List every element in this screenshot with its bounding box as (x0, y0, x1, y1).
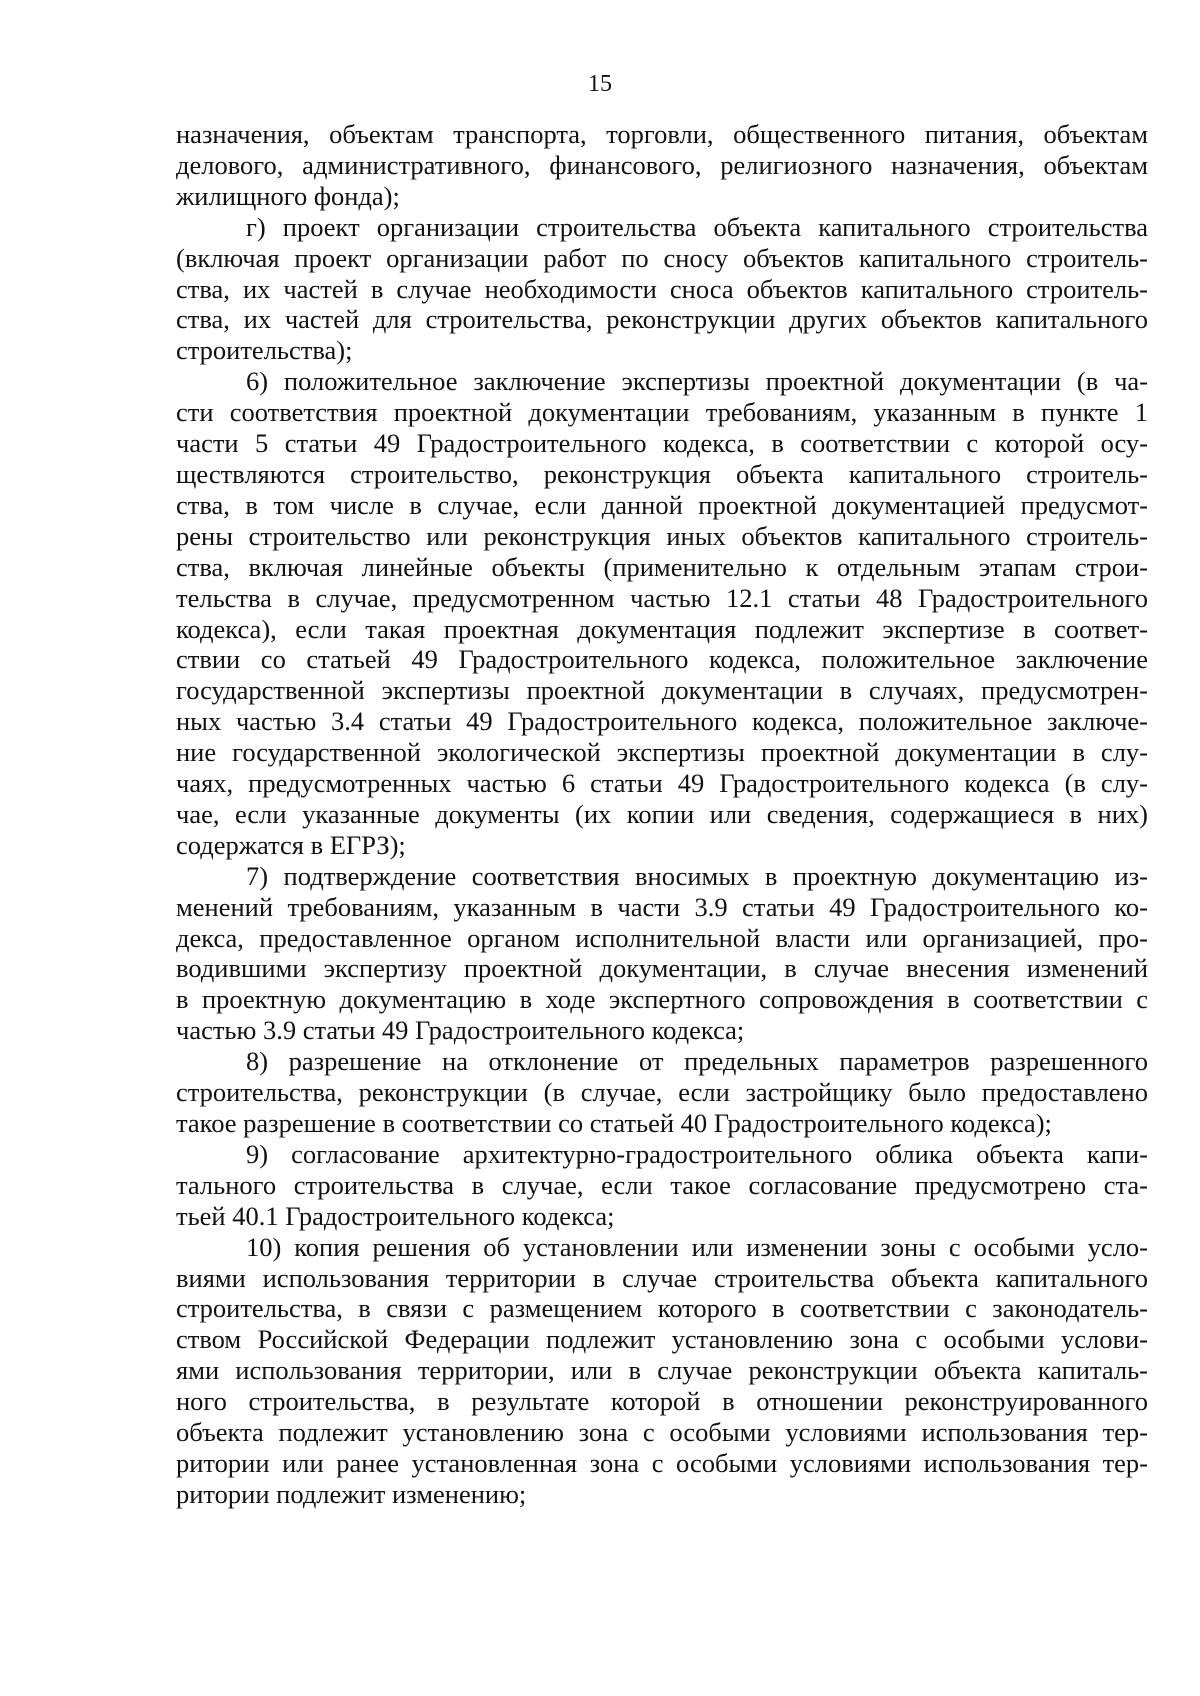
text-line: ствии со статьей 49 Градостроительного кодекса, положительное заключение (176, 644, 1148, 675)
text-line: ства, их частей в случае необходимости сноса объектов капитального строитель- (176, 273, 1148, 304)
text-line: ства, их частей для строительства, реконструкции других объектов капитального (176, 304, 1148, 335)
text-line: чае, если указанные документы (их копии или сведения, содержащиеся в них) (176, 798, 1148, 829)
text-line: строительства); (176, 335, 353, 366)
text-line: государственной экспертизы проектной документации в случаях, предусмотрен- (176, 675, 1148, 706)
paragraph-item-8 (176, 1046, 1148, 1139)
text-line: ных частью 3.4 статьи 49 Градостроительного кодекса, положительное заключе- (176, 706, 1148, 737)
text-line: частью 3.9 статьи 49 Градостроительного кодекса; (176, 1015, 745, 1046)
text-line: ного строительства, в результате которой в отношении реконструированного (176, 1386, 1148, 1417)
text-line: такое разрешение в соответствии со статьей 40 Градостроительного кодекса); (176, 1108, 1052, 1138)
text-line: г) проект организации строительства объекта капитального строительства (246, 211, 1148, 242)
text-line: ства, включая линейные объекты (применительно к отдельным этапам строи- (176, 551, 1148, 582)
text-line: ства, в том числе в случае, если данной проектной документацией предусмот- (176, 489, 1148, 520)
text-line: 9) согласование архитектурно-градостроительного облика объекта капи- (246, 1138, 1148, 1169)
text-line: ществляются строительство, реконструкция объекта капитального строитель- (176, 458, 1148, 489)
text-line: содержатся в ЕГРЗ); (176, 829, 406, 860)
page-number: 15 (588, 71, 612, 97)
text-line: жилищного фонда); (176, 180, 400, 211)
text-line: (включая проект организации работ по сносу объектов капитального строитель- (176, 242, 1148, 273)
text-line: ритории подлежит изменению; (176, 1478, 527, 1509)
text-line: сти соответствия проектной документации требованиям, указанным в пункте 1 (176, 397, 1148, 428)
text-line: тьей 40.1 Градостроительного кодекса; (176, 1200, 615, 1231)
text-line: менений требованиям, указанным в части 3.9 статьи 49 Градостроительного ко- (176, 891, 1148, 922)
text-line: 8) разрешение на отклонение от предельных параметров разрешенного (246, 1046, 1148, 1077)
text-line: водившими экспертизу проектной документации, в случае внесения изменений (176, 953, 1148, 984)
text-line: рены строительство или реконструкция иных объектов капитального строитель- (176, 520, 1148, 551)
text-line: 10) копия решения об установлении или изменении зоны с особыми усло- (246, 1231, 1148, 1262)
text-line: ством Российской Федерации подлежит установлению зона с особыми услови- (176, 1324, 1148, 1355)
text-line: 7) подтверждение соответствия вносимых в проектную документацию из- (246, 860, 1148, 891)
text-line: тального строительства в случае, если такое согласование предусмотрено ста- (176, 1169, 1148, 1200)
text-line: делового, административного, финансового, религиозного назначения, объектам (176, 149, 1148, 180)
paragraph-item-9 (176, 1139, 1148, 1232)
text-line: тельства в случае, предусмотренном частью 12.1 статьи 48 Градостроительного (176, 582, 1148, 613)
paragraph-intro (176, 119, 1148, 212)
text-line: части 5 статьи 49 Градостроительного кодекса, в соответствии с которой осу- (176, 428, 1148, 459)
text-line: виями использования территории в случае строительства объекта капитального (176, 1262, 1148, 1293)
text-line: строительства, в связи с размещением которого в соответствии с законодатель- (176, 1293, 1148, 1324)
text-line: в проектную документацию в ходе экспертного сопровождения в соответствии с (176, 984, 1148, 1015)
paragraph-item-10 (176, 1232, 1148, 1510)
text-line: назначения, объектам транспорта, торговли, общественного питания, объектам (176, 119, 1148, 149)
text-line: объекта подлежит установлению зона с особыми условиями использования тер- (176, 1417, 1148, 1448)
text-line: ритории или ранее установленная зона с особыми условиями использования тер- (176, 1447, 1148, 1478)
text-line: кодекса), если такая проектная документация подлежит экспертизе в соответ- (176, 613, 1148, 644)
text-line: декса, предоставленное органом исполнительной власти или организацией, про- (176, 922, 1148, 953)
paragraph-item-6 (176, 366, 1148, 861)
paragraph-item-g (176, 212, 1148, 367)
text-line: чаях, предусмотренных частью 6 статьи 49 Градостроительного кодекса (в слу- (176, 768, 1148, 799)
text-line: ями использования территории, или в случае реконструкции объекта капиталь- (176, 1355, 1148, 1386)
text-line: строительства, реконструкции (в случае, если застройщику было предоставлено (176, 1077, 1148, 1108)
document-body (176, 119, 1148, 1510)
text-line: 6) положительное заключение экспертизы проектной документации (в ча- (246, 366, 1148, 397)
paragraph-item-7 (176, 861, 1148, 1046)
text-line: ние государственной экологической экспертизы проектной документации в слу- (176, 737, 1148, 768)
